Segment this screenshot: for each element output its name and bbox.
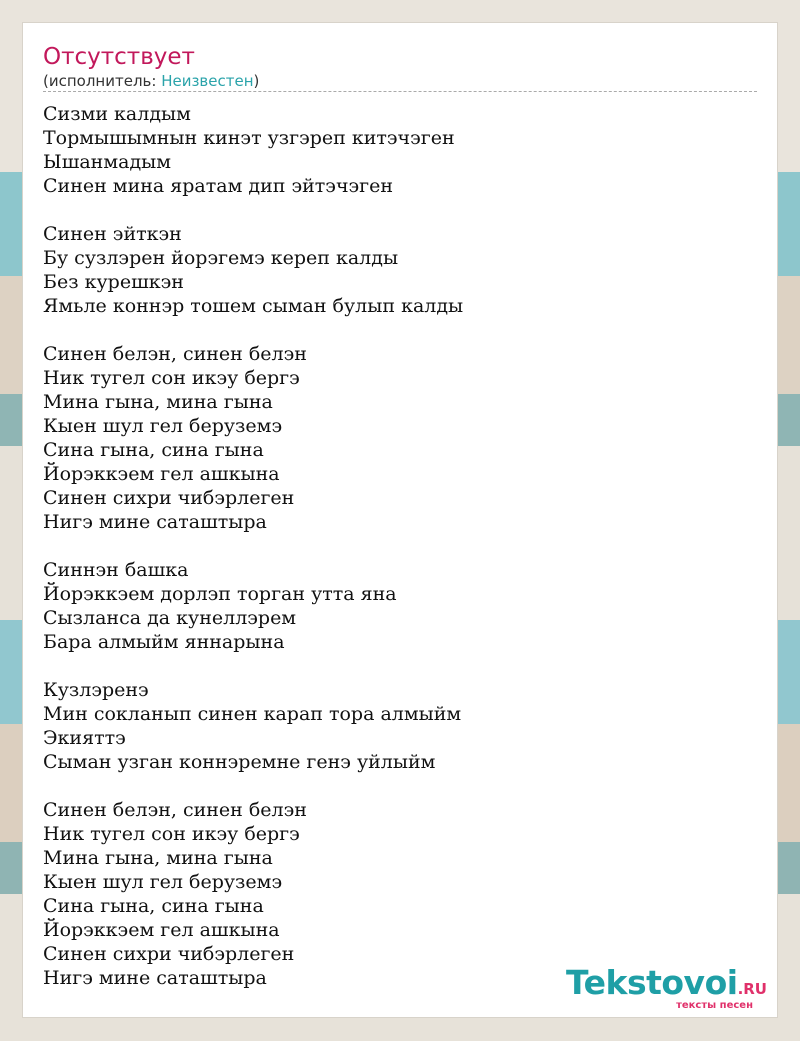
logo-wordmark <box>566 963 767 1002</box>
lyric-line: Мина гына, мина гына <box>43 391 273 413</box>
lyric-line: Ник тугел сон икэу бергэ <box>43 367 300 389</box>
lyrics-page <box>22 22 778 1018</box>
logo-main-text: Tekstovoi <box>566 963 738 1002</box>
lyrics-text <box>43 102 463 990</box>
lyric-line: Нигэ мине саташтыра <box>43 511 267 533</box>
lyric-line: Мина гына, мина гына <box>43 847 273 869</box>
lyric-blank-line <box>43 534 463 558</box>
logo-tagline: тексты песен <box>676 1000 753 1011</box>
lyric-blank-line <box>43 318 463 342</box>
lyric-line: Без курешкэн <box>43 271 184 293</box>
lyric-line: Мин сокланып синен карап тора алмыйм <box>43 703 462 725</box>
site-logo[interactable] <box>566 963 767 1011</box>
lyric-line: Синен белэн, синен белэн <box>43 799 307 821</box>
lyric-line: Кузлэренэ <box>43 679 149 701</box>
artist-line <box>43 71 259 91</box>
lyric-line: Йорэккэем дорлэп торган утта яна <box>43 583 397 605</box>
lyric-line: Сина гына, сина гына <box>43 439 264 461</box>
lyric-line: Йорэккэем гел ашкына <box>43 919 280 941</box>
lyric-line: Синен сихри чибэрлеген <box>43 943 295 965</box>
lyric-line: Синен белэн, синен белэн <box>43 343 307 365</box>
lyric-line: Ышанмадым <box>43 151 172 173</box>
lyric-line: Синнэн башка <box>43 559 189 581</box>
lyric-line: Бара алмыйм яннарына <box>43 631 285 653</box>
lyric-line: Ник тугел сон икэу бергэ <box>43 823 300 845</box>
lyric-line: Йорэккэем гел ашкына <box>43 463 280 485</box>
lyric-line: Синен сихри чибэрлеген <box>43 487 295 509</box>
artist-prefix: (исполнитель: <box>43 72 162 90</box>
song-title: Отсутствует <box>43 44 195 70</box>
lyric-line: Ямьле коннэр тошем сыман булып калды <box>43 295 464 317</box>
lyric-line: Кыен шул гел беруземэ <box>43 415 283 437</box>
title-divider <box>43 91 757 92</box>
lyric-blank-line <box>43 198 463 222</box>
lyric-line: Сизми калдым <box>43 103 191 125</box>
lyric-line: Синен мина яратам дип эйтэчэген <box>43 175 394 197</box>
lyric-line: Бу сузлэрен йорэгемэ кереп калды <box>43 247 399 269</box>
lyric-line: Нигэ мине саташтыра <box>43 967 267 989</box>
lyric-line: Синен эйткэн <box>43 223 182 245</box>
lyric-blank-line <box>43 654 463 678</box>
lyric-line: Кыен шул гел беруземэ <box>43 871 283 893</box>
lyric-line: Экияттэ <box>43 727 126 749</box>
logo-tld-text: .RU <box>737 980 767 998</box>
lyric-line: Тормышымнын кинэт узгэреп китэчэген <box>43 127 455 149</box>
lyric-line: Сина гына, сина гына <box>43 895 264 917</box>
lyric-line: Сызланса да кунеллэрем <box>43 607 297 629</box>
lyric-blank-line <box>43 774 463 798</box>
artist-link[interactable]: Неизвестен <box>161 72 254 90</box>
lyric-line: Сыман узган коннэремне генэ уйлыйм <box>43 751 436 773</box>
artist-suffix: ) <box>253 72 260 90</box>
